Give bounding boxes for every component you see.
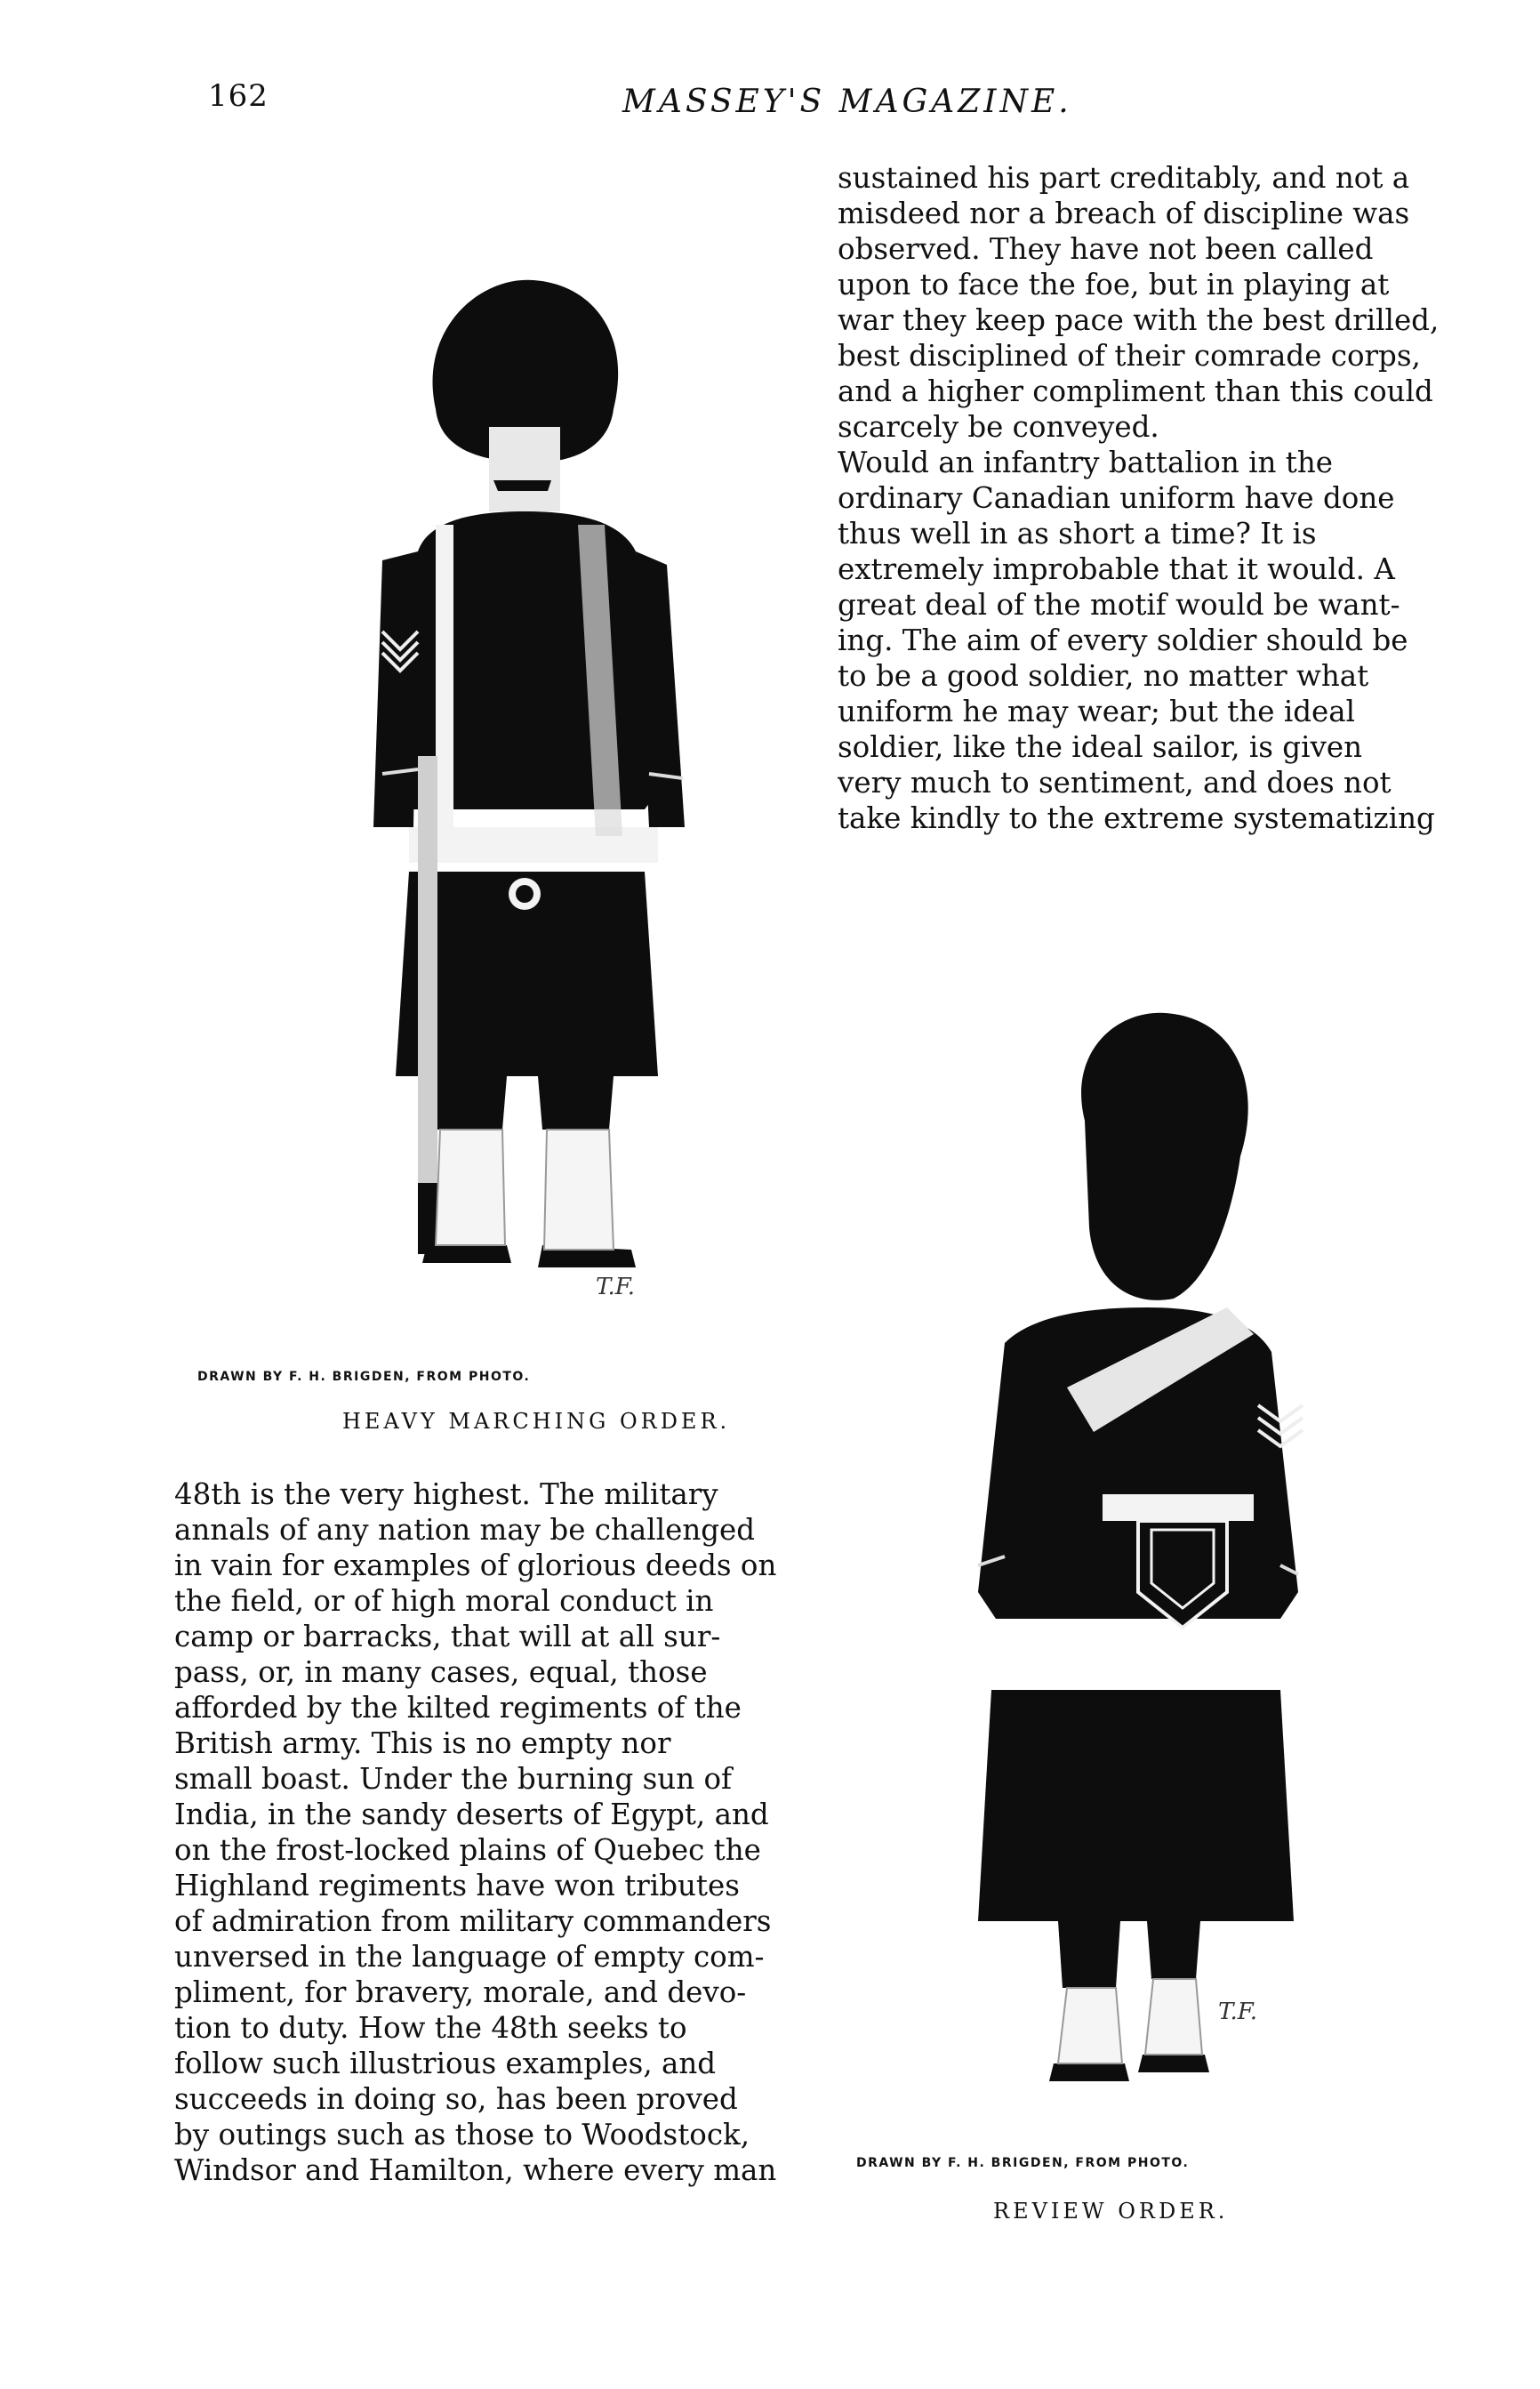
left-column-text xyxy=(174,1476,779,2188)
text-line: on the frost-locked plains of Quebec the xyxy=(174,1833,761,1867)
text-line: follow such illustrious examples, and xyxy=(174,2047,717,2080)
text-line: 48th is the very highest. The military xyxy=(174,1477,718,1511)
text-line: unversed in the language of empty com- xyxy=(174,1940,765,1974)
figure1-caption: HEAVY MARCHING ORDER. xyxy=(342,1409,731,1434)
text-line: best disciplined of their comrade corps, xyxy=(838,339,1421,373)
text-line: succeeds in doing so, has been proved xyxy=(174,2082,738,2116)
text-line: war they keep pace with the best drilled, xyxy=(838,303,1440,337)
text-line: and a higher compliment than this could xyxy=(838,374,1433,408)
text-line: afforded by the kilted regiments of the xyxy=(174,1691,742,1725)
figure1-credit: DRAWN BY F. H. BRIGDEN, FROM PHOTO. xyxy=(197,1370,531,1384)
text-line: British army. This is no empty nor xyxy=(174,1726,671,1760)
illustration-heavy-marching-order xyxy=(285,258,747,1316)
text-line: in vain for examples of glorious deeds on xyxy=(174,1548,777,1582)
text-line: pass, or, in many cases, equal, those xyxy=(174,1655,708,1689)
text-line: the field, or of high moral conduct in xyxy=(174,1584,714,1618)
text-line: sustained his part creditably, and not a xyxy=(838,161,1410,195)
text-line: great deal of the motif would be want- xyxy=(838,588,1400,622)
text-line: scarcely be conveyed. xyxy=(838,410,1159,444)
text-line: Windsor and Hamilton, where every man xyxy=(174,2153,777,2187)
text-line: small boast. Under the burning sun of xyxy=(174,1762,733,1796)
text-line: of admiration from military commanders xyxy=(174,1904,772,1938)
text-line: very much to sentiment, and does not xyxy=(838,766,1392,800)
text-line: Would an infantry battalion in the xyxy=(838,446,1333,479)
text-line: misdeed nor a breach of discipline was xyxy=(838,197,1410,230)
text-line: tion to duty. How the 48th seeks to xyxy=(174,2011,687,2045)
text-line: ing. The aim of every soldier should be xyxy=(838,623,1408,657)
figure2-signature: T.F. xyxy=(1218,1999,1258,2025)
text-line: observed. They have not been called xyxy=(838,232,1374,266)
text-line: thus well in as short a time? It is xyxy=(838,517,1317,551)
text-line: pliment, for bravery, morale, and devo- xyxy=(174,1975,747,2009)
text-line: annals of any nation may be challenged xyxy=(174,1513,756,1547)
text-line: India, in the sandy deserts of Egypt, and xyxy=(174,1798,769,1831)
text-line: ordinary Canadian uniform have done xyxy=(838,481,1395,515)
figure2-credit: DRAWN BY F. H. BRIGDEN, FROM PHOTO. xyxy=(856,2156,1190,2170)
illustration-review-order xyxy=(889,1014,1334,2117)
text-line: camp or barracks, that will at all sur- xyxy=(174,1620,721,1653)
text-line: by outings such as those to Woodstock, xyxy=(174,2118,750,2152)
text-line: take kindly to the extreme systematizing xyxy=(838,801,1435,835)
text-line: Highland regiments have won tributes xyxy=(174,1869,740,1902)
text-line: uniform he may wear; but the ideal xyxy=(838,695,1356,728)
text-line: upon to face the foe, but in playing at xyxy=(838,268,1390,302)
figure2-caption: REVIEW ORDER. xyxy=(993,2199,1229,2224)
text-line: extremely improbable that it would. A xyxy=(838,552,1395,586)
running-title: MASSEY'S MAGAZINE. xyxy=(622,84,1072,120)
text-line: soldier, like the ideal sailor, is given xyxy=(838,730,1362,764)
page-number: 162 xyxy=(208,78,269,114)
right-column-text xyxy=(838,160,1442,836)
text-line: to be a good soldier, no matter what xyxy=(838,659,1369,693)
figure1-signature: T.F. xyxy=(596,1274,636,1300)
